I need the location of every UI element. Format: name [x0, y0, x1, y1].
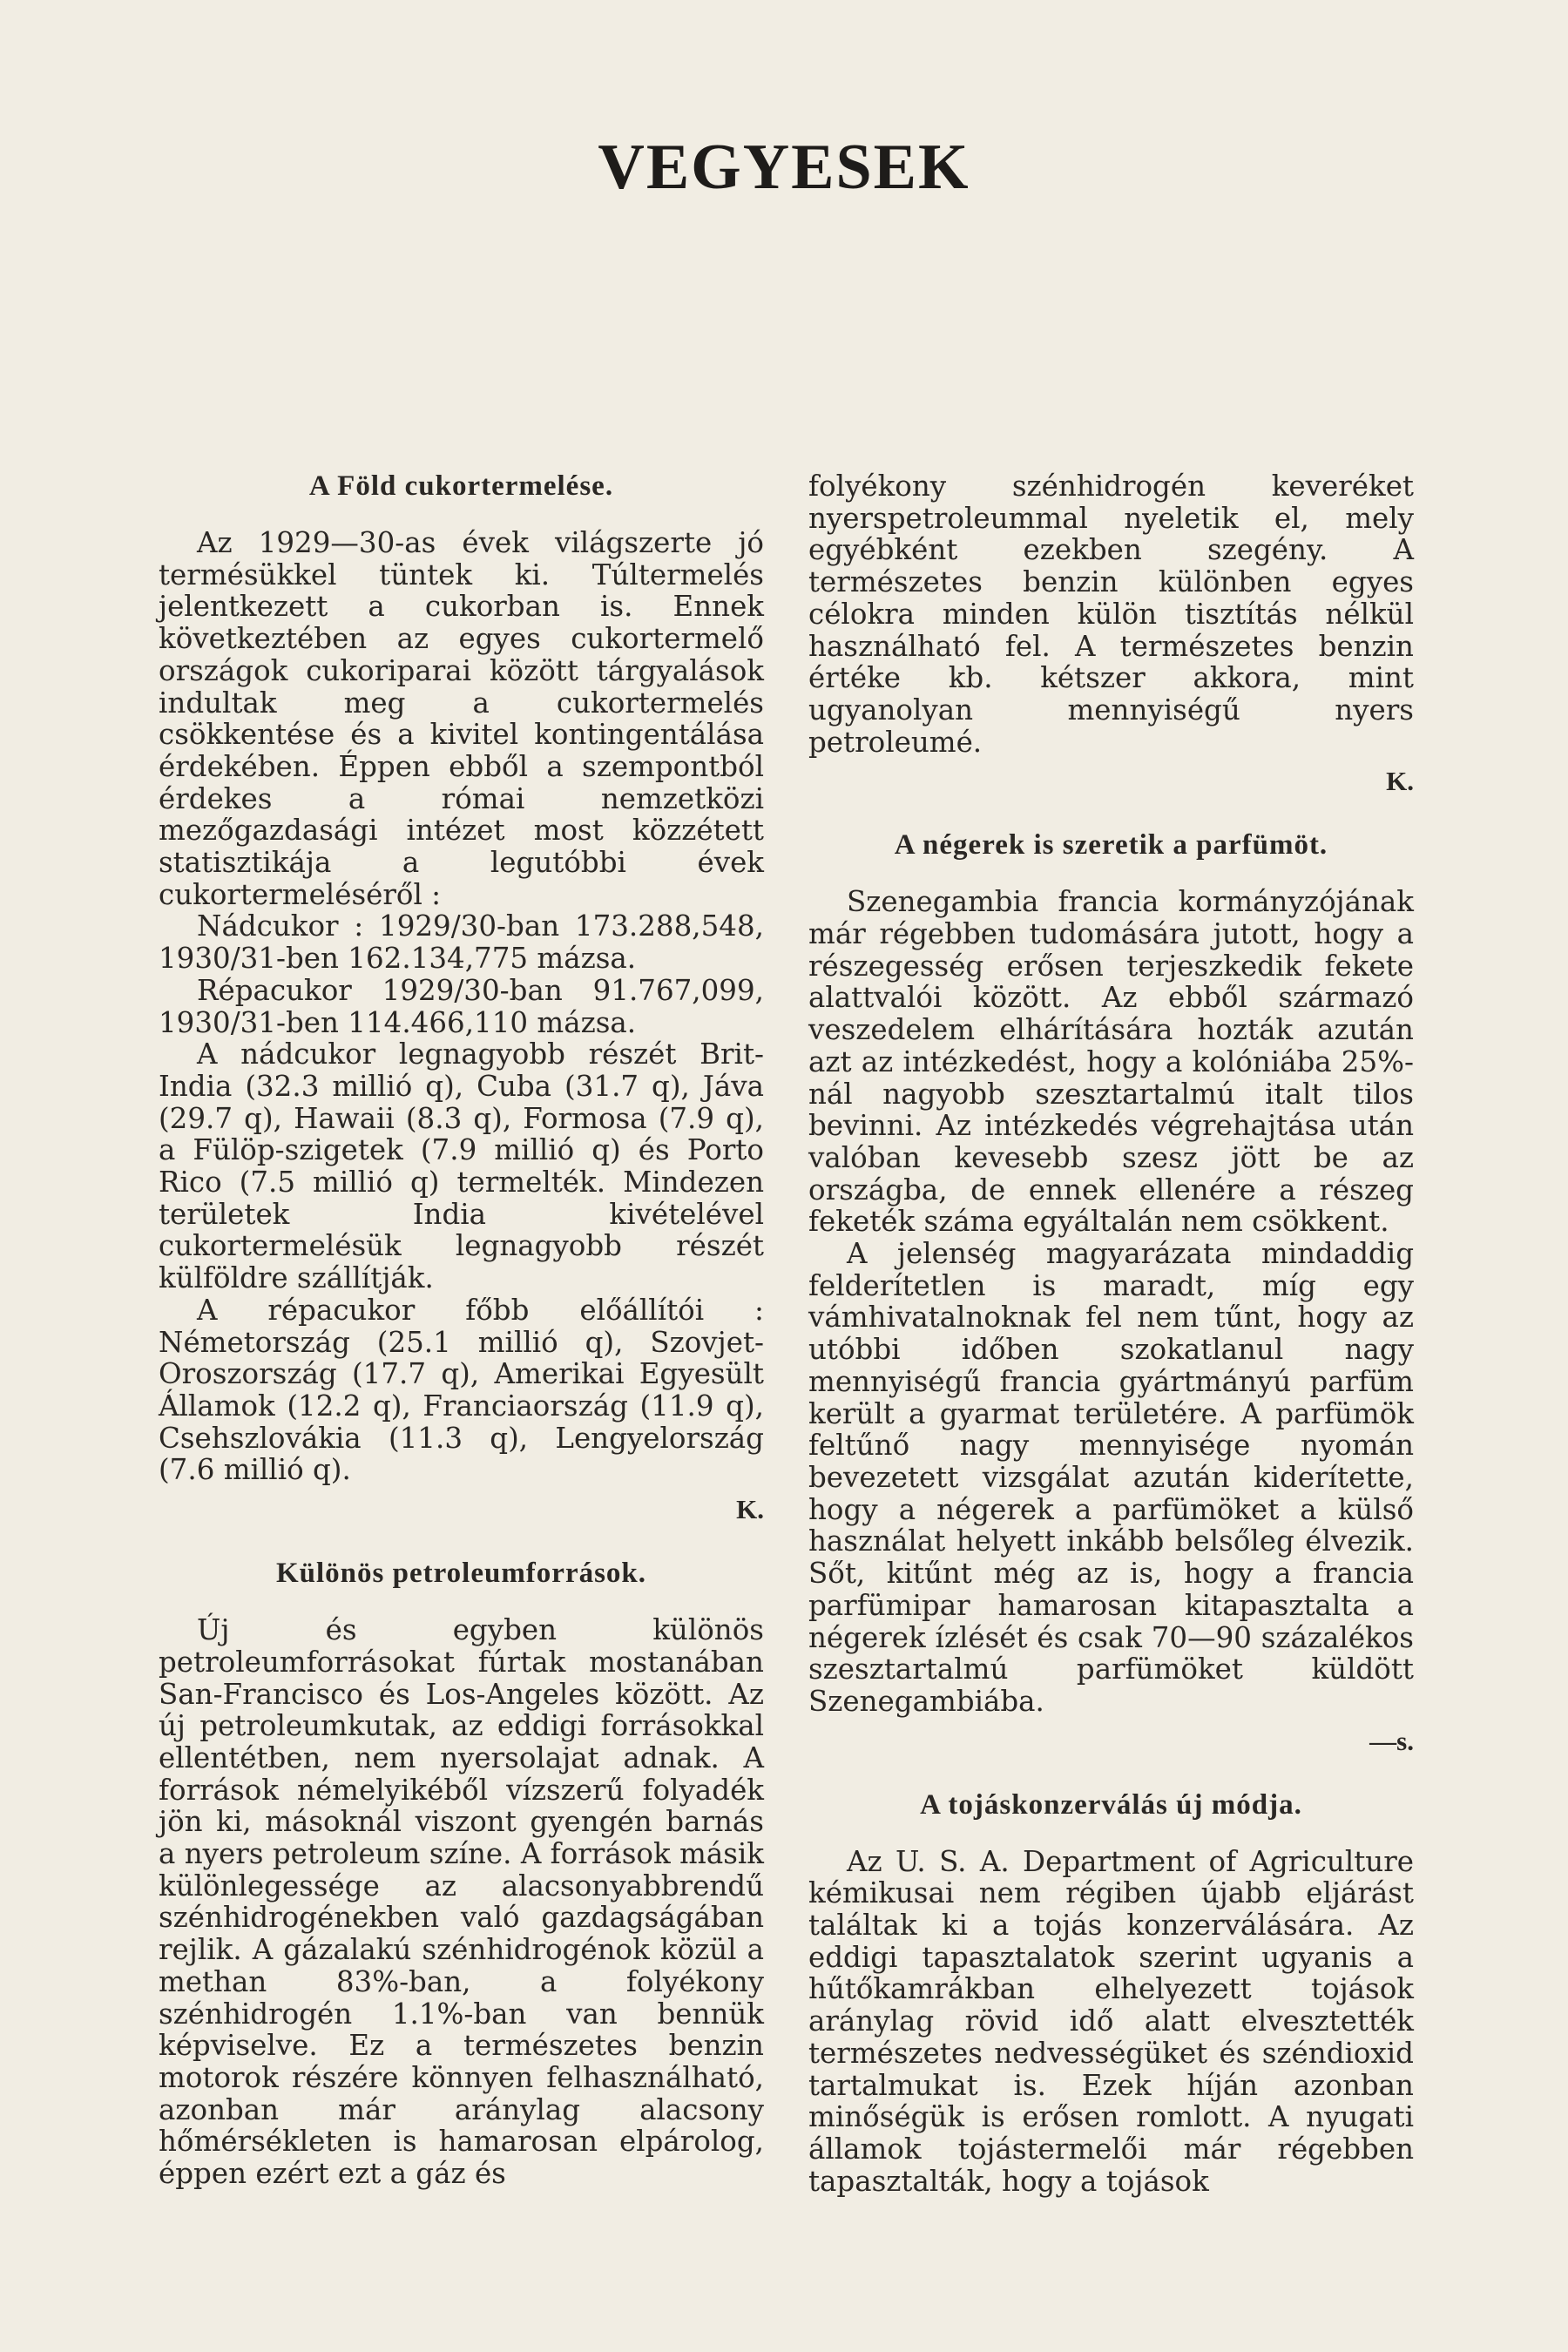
eggs-paragraph: Az U. S. A. Department of Agriculture kémikusai nem régiben újabb eljárást találtak ki a tojás konzerválására. Az eddigi tapasztalatok szerint ugyanis a hűtőkamrákban elhelyezett tojások aránylag rövid idő alatt elvesztették természetes nedvességüket és széndioxid tartalmukat is. Ezek híján azonban minőségük is erősen romlott. A nyugati államok tojástermelői már régebben tapasztalták, hogy a tojások — [808, 1844, 1414, 2198]
perfume-paragraph-2: A jelenség magyarázata mindaddig felderítetlen is maradt, míg egy vámhivatalnoknak fel nem tűnt, hogy az utóbbi időben szokatlanul nagy mennyiségű francia gyártmányú parfüm került a gyarmat területére. A parfümök feltűnő nagy mennyisége nyomán bevezetett vizsgálat azután kiderítette, hogy a négerek a parfümöket a külső használat helyett inkább belsőleg élvezik. Sőt, kitűnt még az is, hogy a francia parfümipar hamarosan kitapasztalta a négerek ízlését és csak 70—90 százalékos szesztartalmú parfümöket küldött Szenegambiába. — [808, 1237, 1414, 1718]
article-heading-eggs: A tojáskonzerválás új módja. — [920, 1788, 1302, 1821]
petroleum-signature: K. — [1386, 766, 1414, 797]
right-column — [808, 470, 1414, 2197]
sugar-signature: K. — [736, 1494, 764, 1525]
sugar-paragraph-3: Répacukor 1929/30-ban 91.767,099, 1930/31-ben 114.466,110 mázsa. — [159, 973, 764, 1039]
perfume-signature: —s. — [1369, 1725, 1414, 1756]
sugar-paragraph-5: A répacukor főbb előállítói : Németország (25.1 millió q), Szovjet-Oroszország (17.7 q), Amerikai Egyesült Államok (12.2 q), Franciaország (11.9 q), Csehszlovákia (11.3 q), Lengyelország (7.6 millió q). — [159, 1293, 764, 1487]
article-heading-perfume: A négerek is szeretik a parfümöt. — [894, 829, 1328, 862]
article-heading-sugar: A Föld cukortermelése. — [308, 470, 614, 502]
sugar-paragraph-4: A nádcukor legnagyobb részét Brit-India (32.3 millió q), Cuba (31.7 q), Jáva (29.7 q), Hawaii (8.3 q), Formosa (7.9 q), a Fülöp-szigetek (7.9 millió q) és Porto Rico (7.5 millió q) termelték. Mindezen területek India kivételével cukortermelésük legnagyobb részét külföldre szállítják. — [159, 1037, 764, 1295]
article-heading-petroleum: Különös petroleumforrások. — [275, 1558, 647, 1590]
page-title: VEGYESEK — [598, 132, 970, 203]
sugar-paragraph-2: Nádcukor : 1929/30-ban 173.288,548, 1930/31-ben 162.134,775 mázsa. — [159, 909, 764, 976]
perfume-paragraph-1: Szenegambia francia kormányzójának már régebben tudomására jutott, hogy a részegesség erősen terjeszkedik fekete alattvalói között. Az ebből származó veszedelem elhárítására hozták azután azt az intézkedést, hogy a kolóniába 25%-nál nagyobb szesztartalmú italt tilos bevinni. Az intézkedés végrehajtása után valóban kevesebb szesz jött be az országba, de ennek ellenére a részeg feketék száma egyáltalán nem csökkent. — [808, 885, 1414, 1239]
petroleum-paragraph-right: folyékony szénhidrogén keveréket nyerspetroleummal nyeletik el, mely egyébként ezekben szegény. A természetes benzin különben egyes célokra minden külön tisztítás nélkül használható fel. A természetes benzin értéke kb. kétszer akkora, mint ugyanolyan mennyiségű nyers petroleumé. — [808, 470, 1414, 759]
sugar-paragraph-1: Az 1929—30-as évek világszerte jó termésükkel tüntek ki. Túltermelés jelentkezett a cukorban is. Ennek következtében az egyes cukortermelő országok cukoriparai között tárgyalások indultak meg a cukortermelés csökkentése és a kivitel kontingentálása érdekében. Éppen ebből a szempontból érdekes a római nemzetközi mezőgazdasági intézet most közzétett statisztikája a legutóbbi évek cukortermeléséről : — [159, 526, 764, 911]
left-column — [159, 470, 764, 2190]
petroleum-paragraph-left: Új és egyben különös petroleumforrásokat fúrtak mostanában San-Francisco és Los-Angeles között. Az új petroleumkutak, az eddigi forrásokkal ellentétben, nem nyersolajat adnak. A források némelyikéből vízszerű folyadék jön ki, másoknál viszont gyengén barnás a nyers petroleum színe. A források másik különlegessége az alacsonyabbrendű szénhidrogénekben való gazdagságában rejlik. A gázalakú szénhidrogénok közül a methan 83%-ban, a folyékony szénhidrogén 1.1%-ban van bennük képviselve. Ez a természetes benzin motorok részére könnyen felhasználható, azonban már aránylag alacsony hőmérsékleten is hamarosan elpárolog, éppen ezért ezt a gáz és — [159, 1613, 764, 2191]
